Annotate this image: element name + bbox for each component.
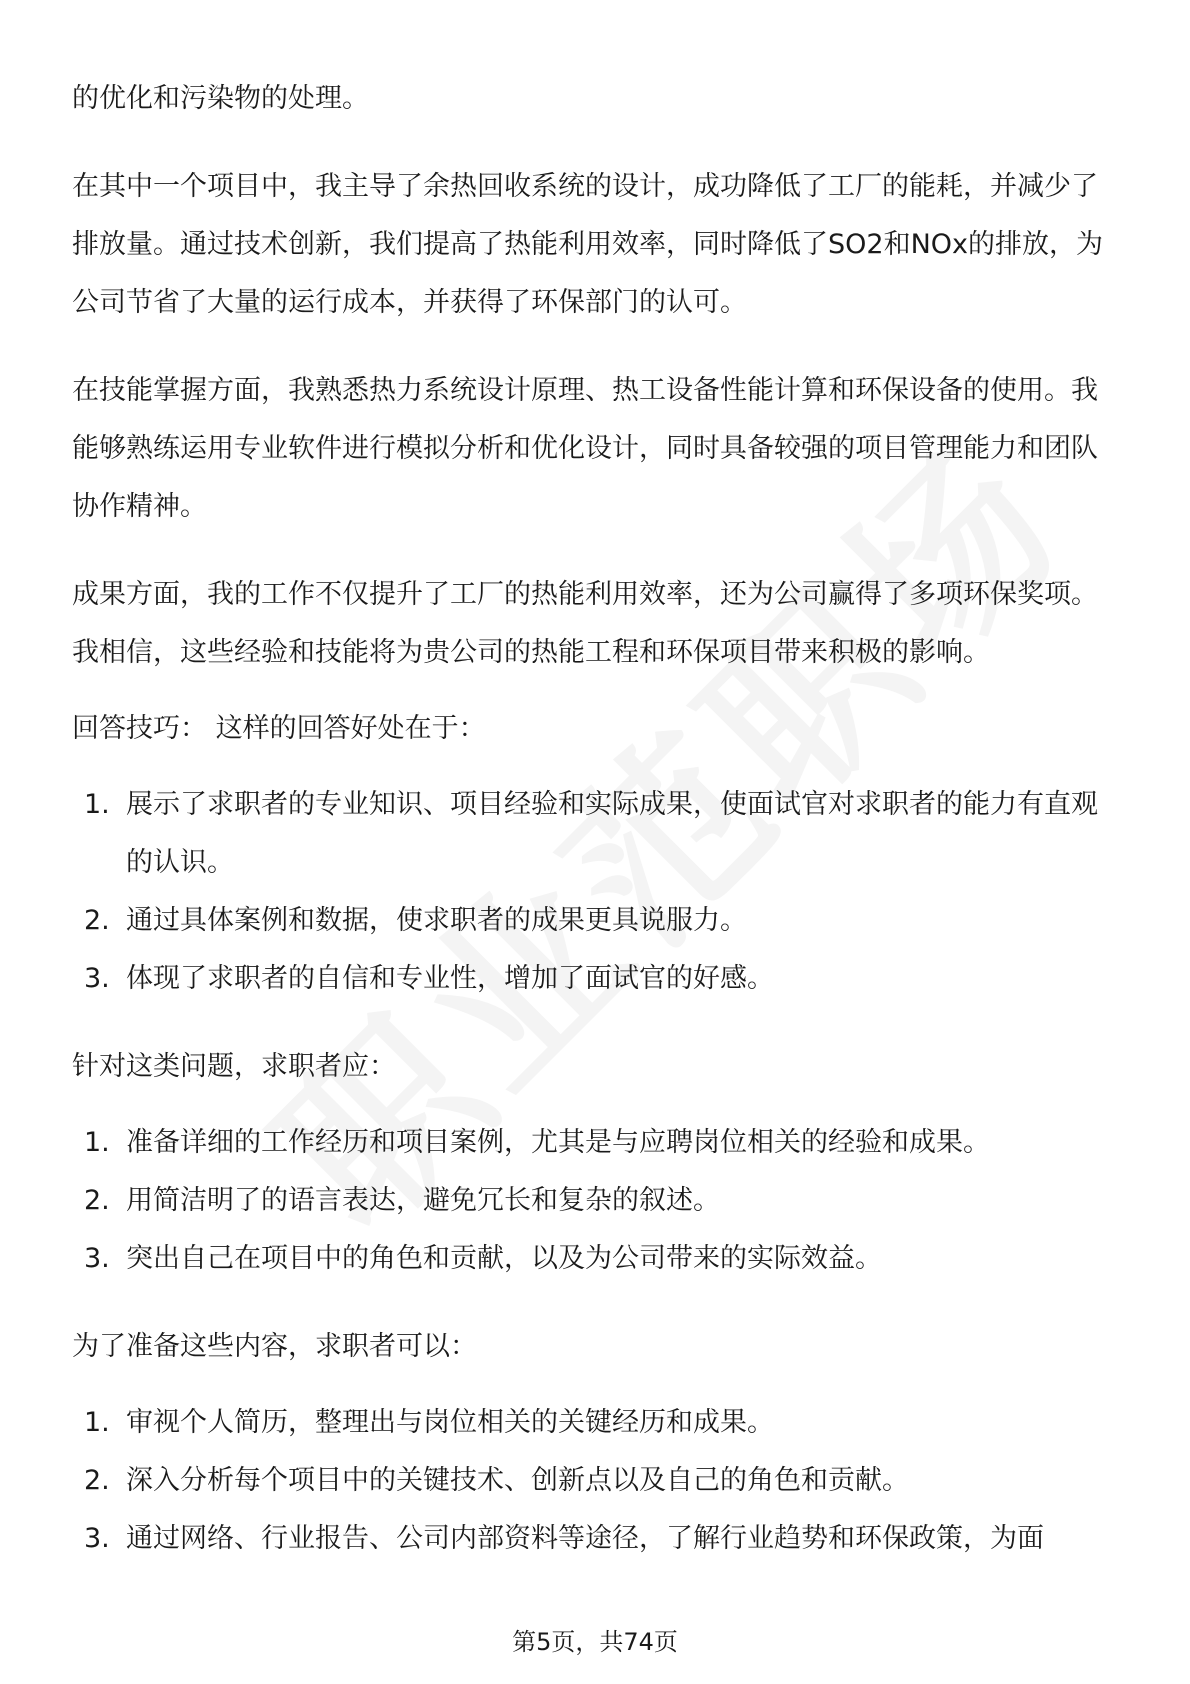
paragraph-project-experience: 在其中一个项目中，我主导了余热回收系统的设计，成功降低了工厂的能耗，并减少了排放量。通过技术创新，我们提高了热能利用效率，同时降低了SO2和NOx的排放，为公司节省了大量的运行成本，并获得了环保部门的认可。 xyxy=(72,171,1103,318)
list-number: 2. xyxy=(84,1465,110,1496)
list-item-text: 深入分析每个项目中的关键技术、创新点以及自己的角色和贡献。 xyxy=(126,1465,909,1496)
list-number: 3. xyxy=(84,1243,110,1274)
list-item xyxy=(72,892,1120,950)
list-number: 1. xyxy=(84,1127,110,1158)
paragraph-continuation: 的优化和污染物的处理。 xyxy=(72,83,369,114)
list-item-text: 准备详细的工作经历和项目案例，尤其是与应聘岗位相关的经验和成果。 xyxy=(126,1127,990,1158)
tips-list xyxy=(72,776,1120,1008)
list-item-text: 突出自己在项目中的角色和贡献，以及为公司带来的实际效益。 xyxy=(126,1243,882,1274)
page-number: 第5页，共74页 xyxy=(512,1628,678,1656)
list-item xyxy=(72,1114,1120,1172)
list-item xyxy=(72,1510,1120,1568)
list-item-text: 通过网络、行业报告、公司内部资料等途径，了解行业趋势和环保政策，为面 xyxy=(126,1523,1044,1554)
list-number: 2. xyxy=(84,905,110,936)
list-item xyxy=(72,950,1120,1008)
list-item-text: 审视个人简历，整理出与岗位相关的关键经历和成果。 xyxy=(126,1407,774,1438)
advice-list xyxy=(72,1114,1120,1288)
list-item-text: 通过具体案例和数据，使求职者的成果更具说服力。 xyxy=(126,905,747,936)
advice-heading: 针对这类问题，求职者应： xyxy=(72,1051,396,1082)
list-item xyxy=(72,1230,1120,1288)
list-item xyxy=(72,1172,1120,1230)
list-number: 2. xyxy=(84,1185,110,1216)
list-item xyxy=(72,1452,1120,1510)
list-number: 1. xyxy=(84,1407,110,1438)
list-item-text: 体现了求职者的自信和专业性，增加了面试官的好感。 xyxy=(126,963,774,994)
list-number: 3. xyxy=(84,963,110,994)
prep-list xyxy=(72,1394,1120,1568)
paragraph-skills: 在技能掌握方面，我熟悉热力系统设计原理、热工设备性能计算和环保设备的使用。我能够熟练运用专业软件进行模拟分析和优化设计，同时具备较强的项目管理能力和团队协作精神。 xyxy=(72,375,1098,522)
list-item-text: 展示了求职者的专业知识、项目经验和实际成果，使面试官对求职者的能力有直观的认识。 xyxy=(126,789,1098,878)
list-number: 1. xyxy=(84,789,110,820)
list-item xyxy=(72,1394,1120,1452)
tips-heading: 回答技巧： 这样的回答好处在于： xyxy=(72,713,486,744)
document-body xyxy=(72,70,1120,1598)
list-item-text: 用简洁明了的语言表达，避免冗长和复杂的叙述。 xyxy=(126,1185,720,1216)
prep-heading: 为了准备这些内容，求职者可以： xyxy=(72,1331,477,1362)
paragraph-achievements: 成果方面，我的工作不仅提升了工厂的热能利用效率，还为公司赢得了多项环保奖项。我相信，这些经验和技能将为贵公司的热能工程和环保项目带来积极的影响。 xyxy=(72,579,1098,668)
list-number: 3. xyxy=(84,1523,110,1554)
list-item xyxy=(72,776,1120,892)
